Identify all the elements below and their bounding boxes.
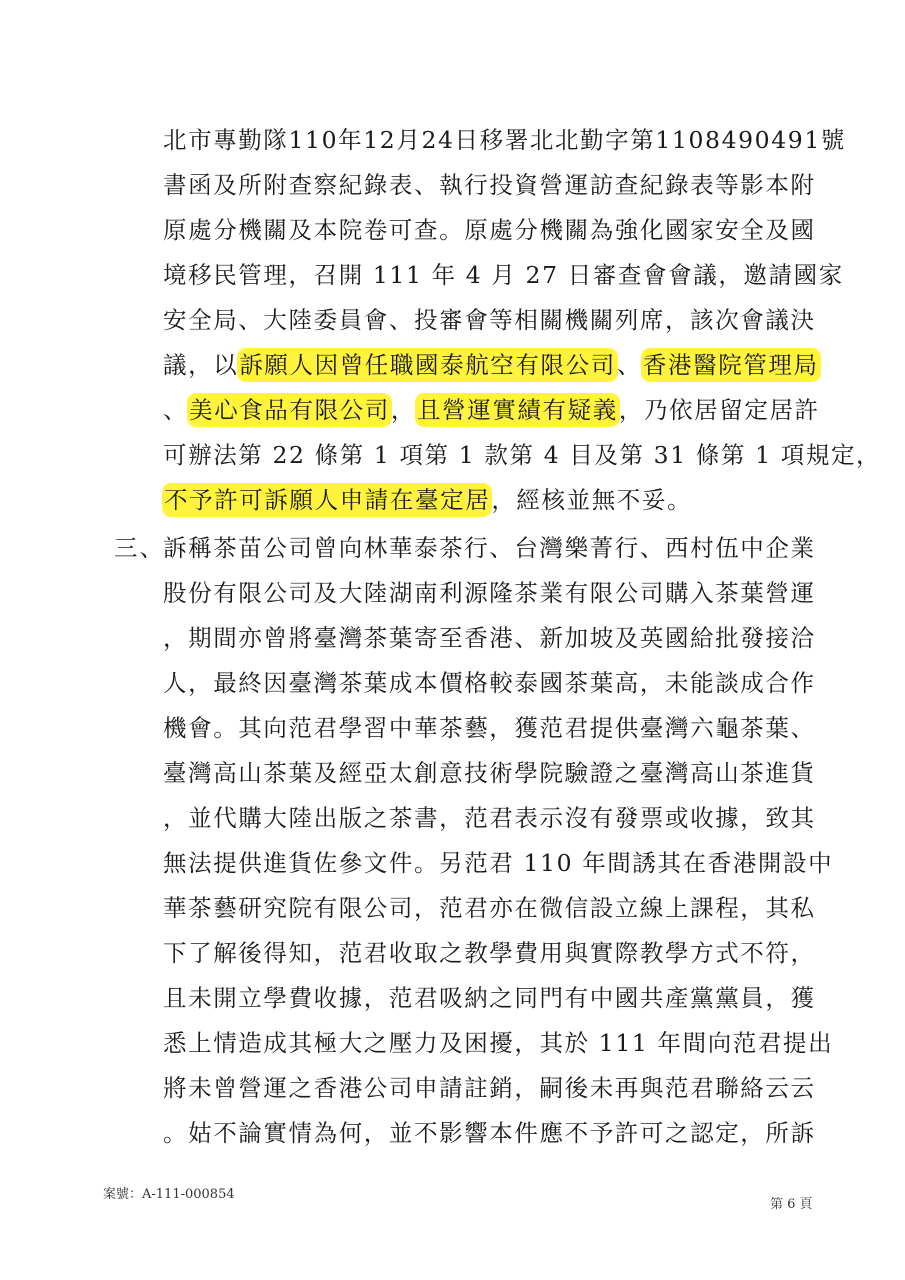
text-segment: 無法提供進貨佐參文件。另范君 110 年間誘其在香港開設中 <box>163 849 834 877</box>
text-line <box>163 123 846 157</box>
text-segment: ，經核並無不妥。 <box>491 486 693 514</box>
text-segment: ，並代購大陸出版之茶書，范君表示沒有發票或收據，致其 <box>163 804 816 832</box>
text-segment: 臺灣高山茶葉及經亞太創意技術學院驗證之臺灣高山茶進貨 <box>163 759 816 787</box>
text-segment: 可辦法第 22 條第 1 項第 1 款第 4 目及第 31 條第 1 項規定， <box>163 441 882 469</box>
text-segment: 議，以 <box>163 351 239 379</box>
text-segment: 訴稱茶苗公司曾向林華泰茶行、台灣樂菁行、西村伍中企業 <box>163 534 816 562</box>
text-line <box>163 438 882 472</box>
text-line <box>163 666 816 700</box>
highlighted-text: 且營運實績有疑義 <box>417 396 618 424</box>
text-line <box>163 711 816 745</box>
page-number: 第 6 頁 <box>770 1197 813 1212</box>
text-line <box>163 348 819 382</box>
text-line <box>163 891 816 925</box>
text-line <box>163 621 816 655</box>
text-segment: 安全局、大陸委員會、投審會等相關機關列席，該次會議決 <box>163 306 816 334</box>
text-segment: 書函及所附查察紀錄表、執行投資營運訪查紀錄表等影本附 <box>163 171 816 199</box>
text-segment: 華茶藝研究院有限公司，范君亦在微信設立線上課程，其私 <box>163 894 816 922</box>
highlighted-text: 香港醫院管理局 <box>642 351 819 379</box>
text-line <box>163 168 816 202</box>
text-line <box>163 846 834 880</box>
text-line <box>163 1026 834 1060</box>
text-segment: 股份有限公司及大陸湖南利源隆茶業有限公司購入茶葉營運 <box>163 579 816 607</box>
text-segment: 境移民管理，召開 111 年 4 月 27 日審查會會議，邀請國家 <box>163 261 844 289</box>
text-line <box>163 756 816 790</box>
text-line <box>163 576 816 610</box>
text-line <box>163 981 816 1015</box>
text-segment: ， <box>390 396 417 424</box>
text-segment: 將未曾營運之香港公司申請註銷，嗣後未再與范君聯絡云云 <box>163 1074 816 1102</box>
text-segment: 下了解後得知，范君收取之教學費用與實際教學方式不符， <box>163 939 816 967</box>
text-segment: ，乃依居留定居許 <box>618 396 820 424</box>
text-segment: 、 <box>616 351 642 379</box>
text-line <box>163 801 816 835</box>
text-segment: 人，最終因臺灣茶葉成本價格較泰國茶葉高，未能談成合作 <box>163 669 816 697</box>
text-segment: 。姑不論實情為何，並不影響本件應不予許可之認定，所訴 <box>163 1119 816 1147</box>
text-line <box>163 393 820 427</box>
text-segment: 、 <box>163 396 189 424</box>
text-line <box>163 303 816 337</box>
text-segment: 原處分機關及本院卷可查。原處分機關為強化國家安全及國 <box>163 216 816 244</box>
highlighted-text: 訴願人因曾任職國泰航空有限公司 <box>239 351 616 379</box>
text-segment: ，期間亦曾將臺灣茶葉寄至香港、新加坡及英國給批發接洽 <box>163 624 816 652</box>
text-segment: 且未開立學費收據，范君吸納之同門有中國共產黨黨員，獲 <box>163 984 816 1012</box>
text-line <box>163 1071 816 1105</box>
text-segment: 北市專勤隊110年12月24日移署北北勤字第1108490491號 <box>163 126 846 154</box>
text-line <box>163 936 816 970</box>
highlighted-text: 不予許可訴願人申請在臺定居 <box>164 486 491 514</box>
highlighted-text: 美心食品有限公司 <box>189 396 390 424</box>
text-segment: 機會。其向范君學習中華茶藝，獲范君提供臺灣六龜茶葉、 <box>163 714 816 742</box>
text-line <box>163 213 816 247</box>
case-number: 案號：A-111-000854 <box>103 1187 235 1202</box>
paragraph-3-first-line <box>114 531 816 565</box>
text-segment: 悉上情造成其極大之壓力及困擾，其於 111 年間向范君提出 <box>163 1029 834 1057</box>
paragraph-number: 三、 <box>114 534 163 562</box>
text-line <box>163 483 803 517</box>
text-line <box>163 1116 816 1150</box>
text-line <box>163 258 844 292</box>
